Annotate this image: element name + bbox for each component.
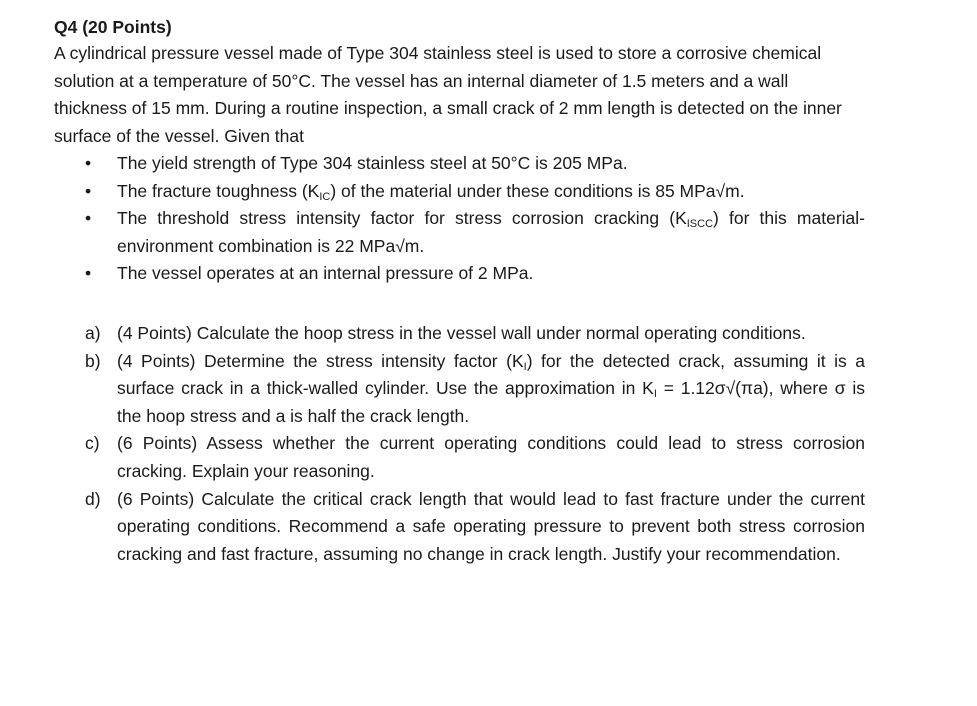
part-marker: a) (85, 323, 101, 343)
bullet-icon: • (85, 153, 92, 173)
given-text: The vessel operates at an internal pressure of 2 MPa. (117, 263, 534, 284)
part-text: (6 Points) Calculate the critical crack length that would lead to fast fracture under the current operating conditions. Recommend a safe operating pressure to prevent both stress corrosion cracking and fast fracture, assuming no change in crack length. Justify your recommendation. (117, 488, 865, 564)
part-marker: d) (85, 488, 101, 509)
given-internal-pressure (0, 260, 865, 288)
part-a (0, 320, 865, 348)
bullet-icon: • (85, 180, 92, 201)
part-marker: b) (85, 350, 101, 371)
subscript-ic: IC (319, 190, 331, 203)
subscript-i: I (523, 360, 527, 373)
part-text-mid: ) for the detected crack, assuming it is a surface crack in a thick-walled cylinder. Use the approximation in K (117, 350, 865, 399)
given-fracture-toughness (0, 178, 865, 206)
part-list (0, 320, 865, 568)
given-yield-strength (0, 150, 865, 178)
bullet-icon: • (85, 263, 92, 284)
given-text-post: ) of the material under these conditions is 85 MPa√m. (330, 180, 745, 201)
part-text-post: = 1.12σ√(πa), where σ is the hoop stress and a is half the crack length. (117, 378, 865, 426)
given-text: The yield strength of Type 304 stainless steel at 50°C is 205 MPa. (117, 153, 628, 173)
subscript-i: I (653, 388, 657, 401)
subscript-iscc: ISCC (686, 218, 714, 231)
part-text: (6 Points) Assess whether the current operating conditions could lead to stress corrosion cracking. Explain your reasoning. (117, 433, 865, 481)
given-threshold-kiscc (0, 205, 865, 260)
question-intro: A cylindrical pressure vessel made of Type 304 stainless steel is used to store a corrosive chemical solution at a temperature of 50°C. The vessel has an internal diameter of 1.5 meters and a wall thickness of 15 mm. During a routine inspection, a small crack of 2 mm length is detected on the inner surface of the vessel. Given that (54, 43, 842, 146)
given-list (0, 150, 865, 288)
part-marker: c) (85, 433, 100, 454)
question-title: Q4 (20 Points) (54, 17, 172, 37)
part-text-pre: (4 Points) Determine the stress intensity factor (K (117, 350, 524, 371)
part-d (0, 486, 865, 569)
part-text: (4 Points) Calculate the hoop stress in the vessel wall under normal operating conditions. (117, 323, 806, 343)
part-c (0, 430, 865, 485)
given-text-post: ) for this material-environment combination is 22 MPa√m. (117, 208, 865, 256)
given-text-pre: The threshold stress intensity factor for stress corrosion cracking (K (117, 208, 687, 229)
part-b (0, 348, 865, 431)
given-text-pre: The fracture toughness (K (117, 180, 320, 201)
bullet-icon: • (85, 208, 92, 229)
